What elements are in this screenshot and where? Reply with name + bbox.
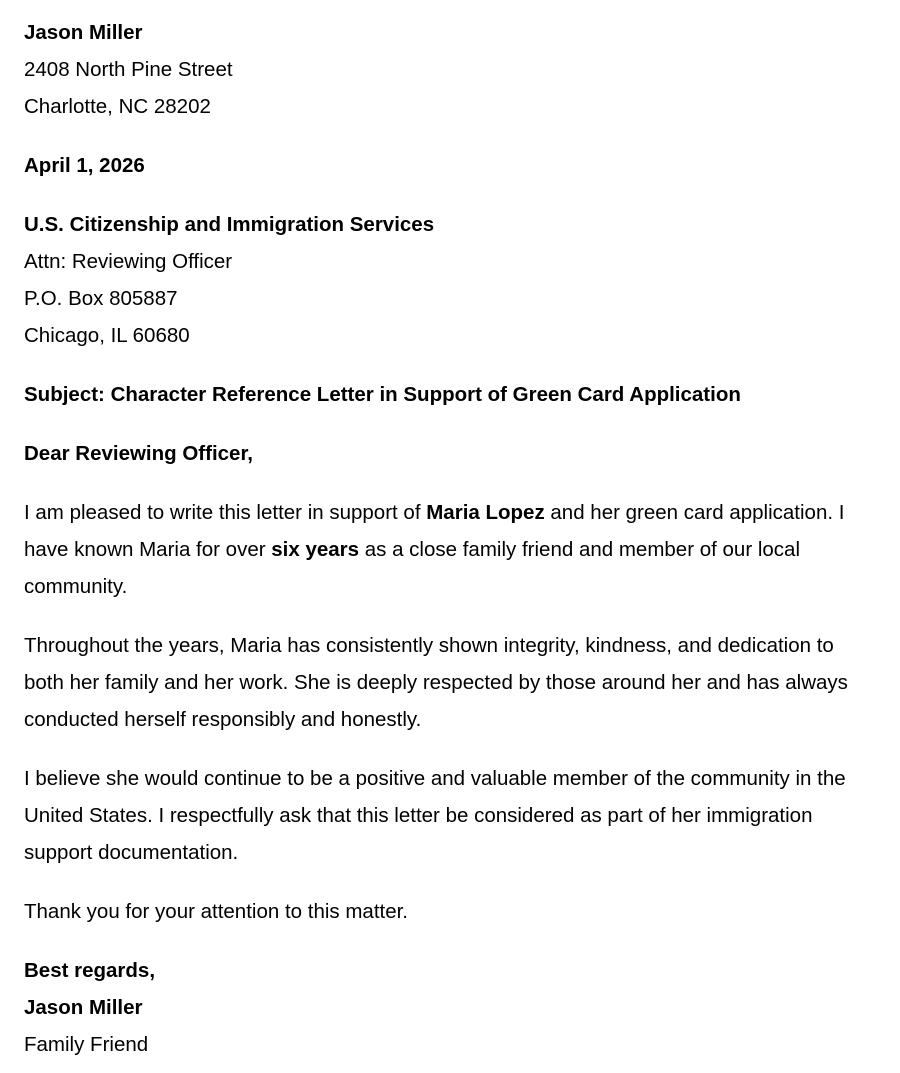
letter-body [24, 14, 870, 1063]
applicant-name-emphasis: Maria Lopez [426, 501, 545, 524]
sender-street: 2408 North Pine Street [24, 58, 233, 81]
paragraph-1-run-1: I am pleased to write this letter in support of [24, 501, 427, 524]
paragraph-1-run-3: as a close family friend and member of our local community. [24, 538, 800, 598]
recipient-attention: Attn: Reviewing Officer [24, 250, 233, 273]
body-paragraph-2: Throughout the years, Maria has consistently shown integrity, kindness, and dedication to both her family and her work. She is deeply respected by those around her and has always conducted herself responsibly and honestly. [24, 634, 848, 731]
body-paragraph-1 [24, 494, 870, 605]
letter-date: April 1, 2026 [24, 154, 145, 177]
valediction: Best regards, [24, 959, 156, 982]
body-paragraph-4: Thank you for your attention to this matter. [24, 900, 409, 923]
recipient-address-block [24, 206, 870, 354]
salutation: Dear Reviewing Officer, [24, 442, 254, 465]
paragraph-1-run-2: and her green card application. I have known Maria for over [24, 501, 845, 561]
closing-block [24, 952, 870, 1063]
sender-name: Jason Miller [24, 21, 143, 44]
sender-city-state-zip: Charlotte, NC 28202 [24, 95, 211, 118]
duration-emphasis: six years [271, 538, 360, 561]
recipient-city-state-zip: Chicago, IL 60680 [24, 324, 190, 347]
signer-title: Family Friend [24, 1033, 149, 1056]
sender-address-block [24, 14, 870, 125]
subject-line: Subject: Character Reference Letter in Support of Green Card Application [24, 383, 741, 406]
recipient-po-box: P.O. Box 805887 [24, 287, 178, 310]
signer-name: Jason Miller [24, 996, 143, 1019]
recipient-organization: U.S. Citizenship and Immigration Services [24, 213, 435, 236]
body-paragraph-3: I believe she would continue to be a positive and valuable member of the community in the United States. I respectfully ask that this letter be considered as part of her immigration support documentation. [24, 767, 846, 864]
